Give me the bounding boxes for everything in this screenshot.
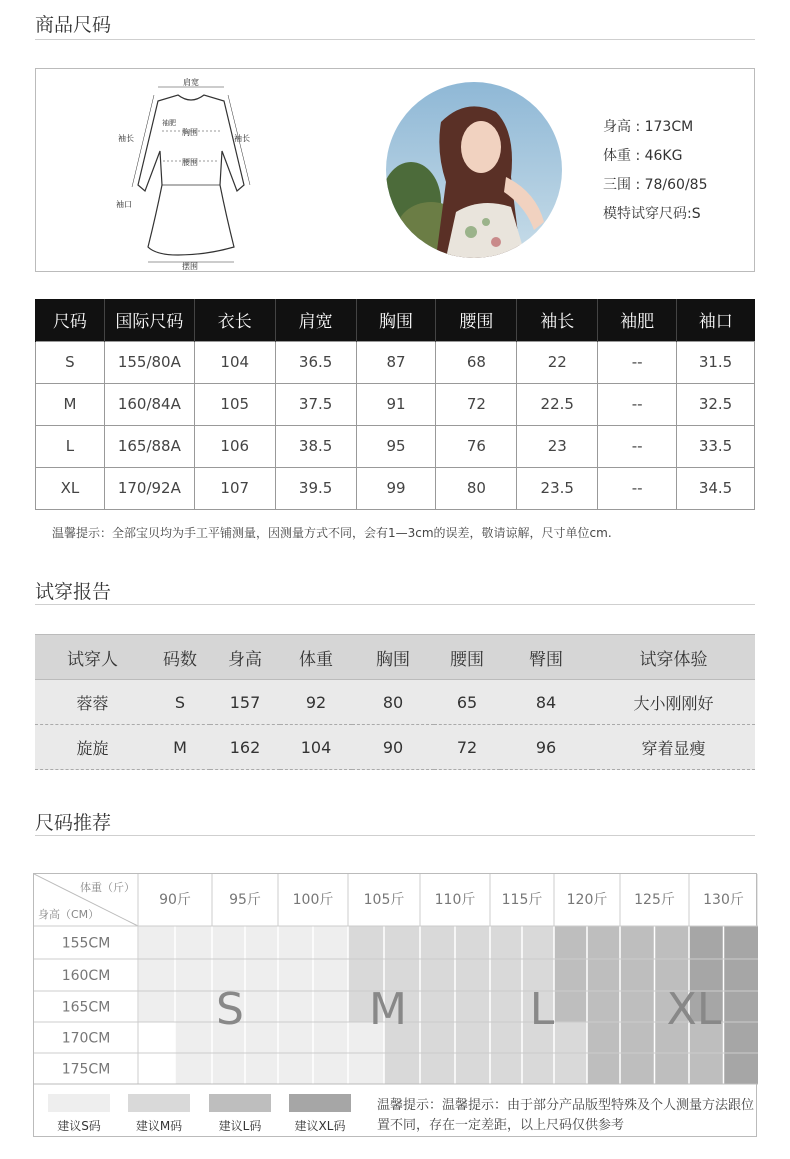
table-cell: -- xyxy=(598,425,677,467)
table-cell: S xyxy=(150,680,210,725)
table-cell: 34.5 xyxy=(677,467,755,509)
grid-cell xyxy=(175,1053,212,1084)
grid-cell xyxy=(175,991,212,1022)
diagram-label: 袖口 xyxy=(116,200,132,209)
model-height: 身高 : 173CM xyxy=(603,119,694,135)
table-cell: 33.5 xyxy=(677,425,755,467)
diagram-label: 肩宽 xyxy=(183,78,199,87)
height-row-header: 165CM xyxy=(61,999,111,1016)
grid-cell xyxy=(724,959,759,991)
table-cell: 31.5 xyxy=(677,341,755,383)
trial-section-title: 试穿报告 xyxy=(35,581,112,603)
grid-cell xyxy=(455,991,490,1022)
table-cell: 68 xyxy=(436,341,517,383)
grid-cell xyxy=(245,1022,278,1053)
grid-cell xyxy=(554,1053,587,1084)
legend-swatch xyxy=(289,1094,351,1112)
table-cell: 106 xyxy=(194,425,275,467)
diagram-label: 袖长 xyxy=(234,134,250,143)
grid-cell xyxy=(490,1053,522,1084)
grid-cell xyxy=(724,991,759,1022)
table-cell: 99 xyxy=(356,467,436,509)
grid-cell xyxy=(587,991,620,1022)
grid-cell xyxy=(278,959,313,991)
grid-cell xyxy=(655,926,690,959)
grid-cell xyxy=(212,926,245,959)
grid-cell xyxy=(554,991,587,1022)
grid-cell xyxy=(554,959,587,991)
grid-cell xyxy=(245,1053,278,1084)
grid-cell xyxy=(138,991,175,1022)
legend-swatch xyxy=(209,1094,271,1112)
legend-swatch xyxy=(48,1094,110,1112)
height-row-header: 160CM xyxy=(61,968,111,984)
table-cell: 107 xyxy=(194,467,275,509)
grid-cell xyxy=(724,1022,759,1053)
grid-cell xyxy=(455,959,490,991)
grid-cell xyxy=(420,926,455,959)
grid-cell xyxy=(420,1053,455,1084)
weight-column-header: 105斤 xyxy=(363,892,405,908)
table-cell: 84 xyxy=(500,680,592,725)
table-cell: 37.5 xyxy=(275,383,356,425)
size-note: 温馨提示：全部宝贝均为手工平铺测量，因测量方式不同，会有1—3cm的误差，敬请谅解，尺寸单位cm. xyxy=(52,526,612,540)
grid-cell xyxy=(689,926,724,959)
legend-label: 建议M码 xyxy=(135,1119,183,1133)
table-cell: 23 xyxy=(517,425,598,467)
header-cell: 肩宽 xyxy=(275,299,356,341)
table-cell: 157 xyxy=(210,680,280,725)
grid-cell xyxy=(278,926,313,959)
trial-table-header xyxy=(35,635,755,680)
grid-cell xyxy=(313,991,348,1022)
grid-cell xyxy=(587,959,620,991)
size-zone-label: M xyxy=(369,984,407,1035)
model-bwh: 三围 : 78/60/85 xyxy=(603,177,708,193)
table-cell: 155/80A xyxy=(104,341,194,383)
grid-cell xyxy=(175,1022,212,1053)
table-cell: 旋旋 xyxy=(35,725,150,770)
size-table xyxy=(35,299,755,510)
grid-cell xyxy=(420,1022,455,1053)
model-trial-size: 模特试穿尺码:S xyxy=(603,206,701,222)
table-cell: 96 xyxy=(500,725,592,770)
model-photo xyxy=(386,82,562,258)
grid-cell xyxy=(620,1022,655,1053)
table-cell: 22 xyxy=(517,341,598,383)
table-cell: 65 xyxy=(434,680,500,725)
legend-xl xyxy=(289,1094,351,1134)
table-cell: 76 xyxy=(436,425,517,467)
legend-s xyxy=(48,1094,110,1134)
grid-cell xyxy=(620,991,655,1022)
legend-l xyxy=(209,1094,271,1134)
grid-cell xyxy=(138,959,175,991)
table-cell: M xyxy=(150,725,210,770)
grid-cell xyxy=(724,926,759,959)
header-cell: 衣长 xyxy=(194,299,275,341)
table-row xyxy=(35,680,755,725)
table-cell: 95 xyxy=(356,425,436,467)
table-cell: 大小刚刚好 xyxy=(592,680,755,725)
grid-cell xyxy=(212,1053,245,1084)
size-section-divider xyxy=(35,39,755,40)
table-cell: 72 xyxy=(434,725,500,770)
grid-cell xyxy=(138,1053,175,1084)
grid-cell xyxy=(175,959,212,991)
legend-swatch xyxy=(128,1094,190,1112)
table-cell: S xyxy=(36,341,105,383)
grid-cell xyxy=(490,959,522,991)
table-cell: 104 xyxy=(280,725,352,770)
grid-cell xyxy=(138,926,175,959)
header-cell: 尺码 xyxy=(36,299,105,341)
table-cell: XL xyxy=(36,467,105,509)
weight-column-header: 130斤 xyxy=(703,892,744,908)
grid-cell xyxy=(278,1053,313,1084)
table-cell: -- xyxy=(598,383,677,425)
grid-cell xyxy=(348,1053,384,1084)
header-cell: 体重 xyxy=(280,635,352,680)
table-cell: 87 xyxy=(356,341,436,383)
table-cell: 170/92A xyxy=(104,467,194,509)
header-cell: 袖长 xyxy=(517,299,598,341)
corner-weight-label: 体重（斤） xyxy=(80,881,135,894)
header-cell: 国际尺码 xyxy=(104,299,194,341)
size-zone-label: L xyxy=(529,984,555,1035)
table-cell: 92 xyxy=(280,680,352,725)
diagram-label: 袖长 xyxy=(118,134,134,143)
table-cell: 105 xyxy=(194,383,275,425)
grid-cell xyxy=(313,926,348,959)
model-measurements xyxy=(603,113,708,229)
grid-cell xyxy=(384,1053,420,1084)
dress-measurement-diagram xyxy=(116,75,266,270)
table-row xyxy=(36,383,755,425)
table-cell: 80 xyxy=(436,467,517,509)
grid-cell xyxy=(348,926,384,959)
model-info-box xyxy=(35,68,755,272)
grid-cell xyxy=(490,991,522,1022)
table-row xyxy=(36,467,755,509)
grid-cell xyxy=(175,926,212,959)
grid-cell xyxy=(620,959,655,991)
size-recommendation-chart xyxy=(33,873,757,1137)
diagram-label: 胸围 xyxy=(182,128,198,137)
height-row-header: 155CM xyxy=(61,935,111,952)
grid-cell xyxy=(490,926,522,959)
header-cell: 码数 xyxy=(150,635,210,680)
grid-cell xyxy=(138,1022,175,1053)
grid-cell xyxy=(455,1022,490,1053)
table-cell: 80 xyxy=(352,680,434,725)
header-cell: 试穿人 xyxy=(35,635,150,680)
table-cell: 90 xyxy=(352,725,434,770)
grid-cell xyxy=(522,1053,554,1084)
weight-column-header: 90斤 xyxy=(159,892,191,908)
header-cell: 袖口 xyxy=(677,299,755,341)
table-cell: M xyxy=(36,383,105,425)
grid-cell xyxy=(313,959,348,991)
legend-label: 建议XL码 xyxy=(294,1119,346,1133)
table-cell: 104 xyxy=(194,341,275,383)
grid-cell xyxy=(554,926,587,959)
grid-cell xyxy=(245,991,278,1022)
grid-cell xyxy=(278,1022,313,1053)
header-cell: 腰围 xyxy=(434,635,500,680)
table-cell: -- xyxy=(598,341,677,383)
grid-cell xyxy=(587,1022,620,1053)
rec-section-title: 尺码推荐 xyxy=(35,812,112,834)
grid-cell xyxy=(420,991,455,1022)
weight-column-header: 120斤 xyxy=(566,892,608,908)
table-row xyxy=(36,341,755,383)
table-cell: 38.5 xyxy=(275,425,356,467)
grid-cell xyxy=(689,1053,724,1084)
trial-table xyxy=(35,634,755,770)
header-cell: 身高 xyxy=(210,635,280,680)
grid-cell xyxy=(554,1022,587,1053)
grid-cell xyxy=(245,959,278,991)
diagram-label: 腰围 xyxy=(182,158,198,167)
grid-cell xyxy=(420,959,455,991)
table-cell: 穿着显瘦 xyxy=(592,725,755,770)
grid-cell xyxy=(620,926,655,959)
table-cell: 39.5 xyxy=(275,467,356,509)
table-cell: 165/88A xyxy=(104,425,194,467)
header-cell: 胸围 xyxy=(356,299,436,341)
diagram-label: 袖肥 xyxy=(162,119,176,127)
table-cell: 72 xyxy=(436,383,517,425)
grid-cell xyxy=(455,926,490,959)
table-cell: 160/84A xyxy=(104,383,194,425)
size-table-header xyxy=(36,299,755,341)
trial-section-divider xyxy=(35,604,755,605)
grid-cell xyxy=(655,1053,690,1084)
header-cell: 胸围 xyxy=(352,635,434,680)
table-row xyxy=(35,725,755,770)
height-row-header: 170CM xyxy=(61,1030,111,1047)
diagram-label: 摆围 xyxy=(182,262,198,270)
size-zone-label: S xyxy=(216,984,244,1035)
legend-label: 建议S码 xyxy=(57,1119,101,1133)
rec-section-divider xyxy=(35,835,755,836)
header-cell: 袖肥 xyxy=(598,299,677,341)
table-cell: 162 xyxy=(210,725,280,770)
legend-m xyxy=(128,1094,190,1134)
header-cell: 腰围 xyxy=(436,299,517,341)
header-cell: 试穿体验 xyxy=(592,635,755,680)
weight-column-header: 100斤 xyxy=(292,892,334,908)
table-cell: 32.5 xyxy=(677,383,755,425)
table-cell: 22.5 xyxy=(517,383,598,425)
grid-cell xyxy=(490,1022,522,1053)
rec-note: 温馨提示：温馨提示：由于部分产品版型特殊及个人测量方法跟位置不同，存在一定差距，以上尺码仅供参考 xyxy=(377,1098,755,1133)
size-zone-label: XL xyxy=(666,984,722,1035)
weight-column-header: 110斤 xyxy=(434,892,476,908)
weight-column-header: 95斤 xyxy=(229,892,261,908)
model-weight: 体重 : 46KG xyxy=(603,148,683,164)
grid-cell xyxy=(620,1053,655,1084)
grid-cell xyxy=(587,1053,620,1084)
header-cell: 臀围 xyxy=(500,635,592,680)
height-row-header: 175CM xyxy=(61,1061,111,1078)
table-cell: -- xyxy=(598,467,677,509)
table-cell: 23.5 xyxy=(517,467,598,509)
corner-height-label: 身高（CM） xyxy=(38,908,100,921)
weight-column-header: 115斤 xyxy=(501,892,543,908)
size-section-title: 商品尺码 xyxy=(35,14,112,36)
grid-cell xyxy=(384,926,420,959)
table-cell: 蓉蓉 xyxy=(35,680,150,725)
grid-cell xyxy=(278,991,313,1022)
grid-cell xyxy=(245,926,278,959)
grid-cell xyxy=(313,1053,348,1084)
grid-cell xyxy=(724,1053,759,1084)
weight-column-header: 125斤 xyxy=(634,892,675,908)
grid-cell xyxy=(455,1053,490,1084)
legend-label: 建议L码 xyxy=(218,1119,262,1133)
grid-cell xyxy=(587,926,620,959)
table-cell: 91 xyxy=(356,383,436,425)
grid-cell xyxy=(522,926,554,959)
grid-cell xyxy=(313,1022,348,1053)
table-cell: 36.5 xyxy=(275,341,356,383)
table-row xyxy=(36,425,755,467)
table-cell: L xyxy=(36,425,105,467)
